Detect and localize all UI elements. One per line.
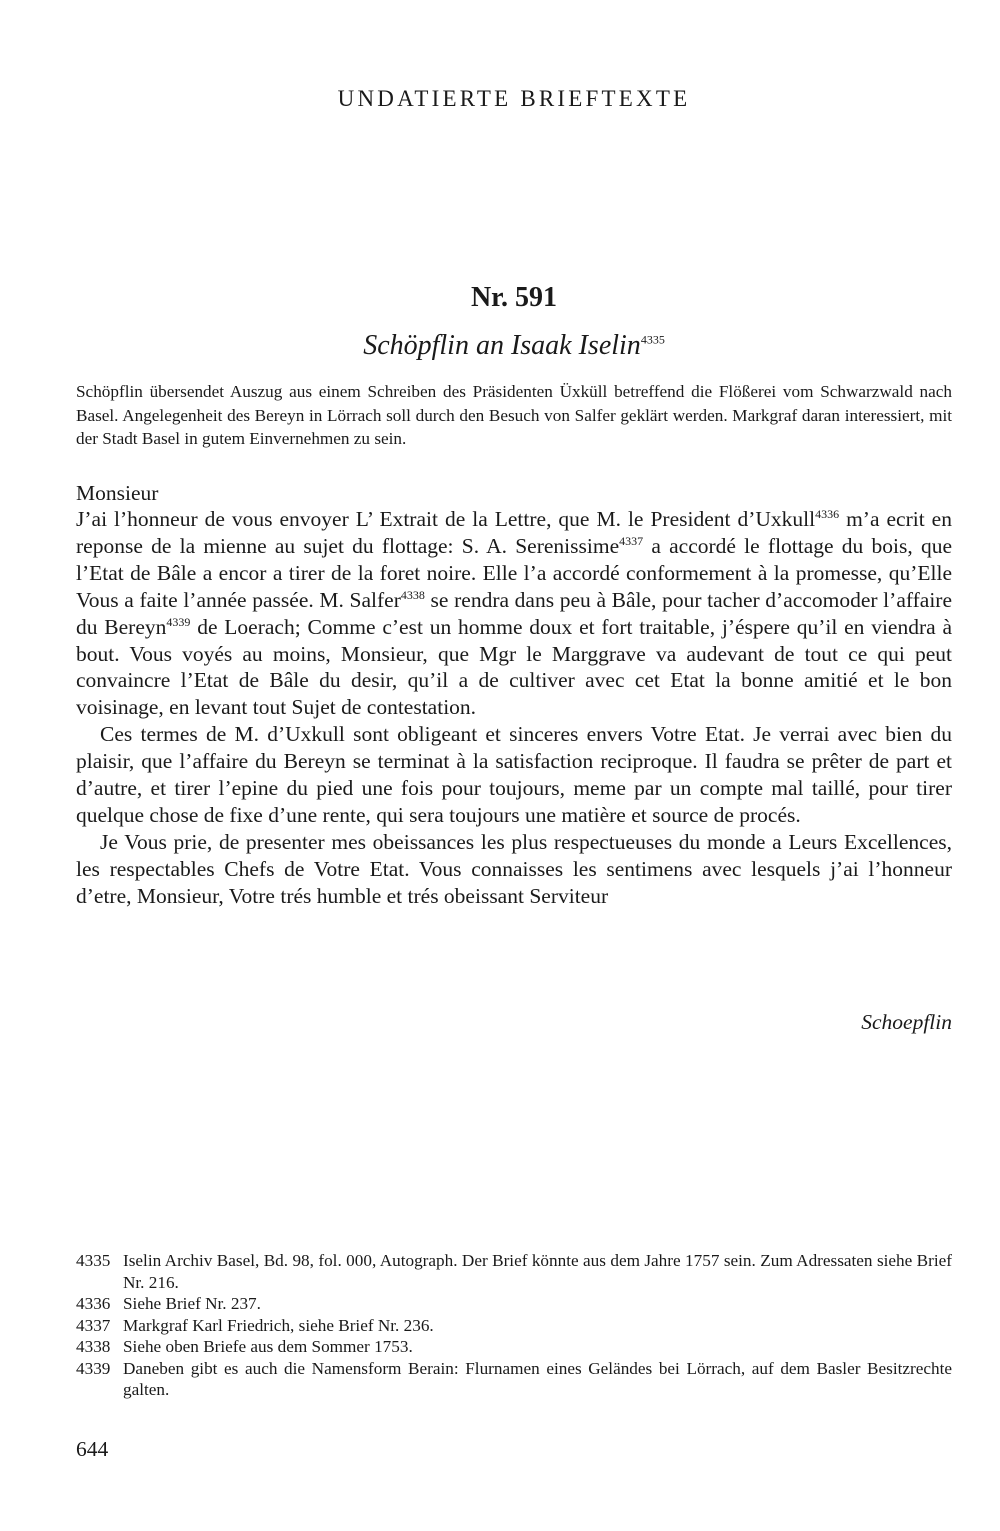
paragraph: Ces termes de M. d’Uxkull sont obligeant et sinceres envers Votre Etat. Je verrai avec bien du plaisir, que l’affaire du Bereyn se terminat à la satisfaction reciproque. Il faudra se prêter de part et d’autre, et tirer l’epine du pied une fois pour toujours, meme par un compte mal taillé, pour tirer quelque chose de fixe d’une rente, qui sera toujours une matière et source de procés. [76,722,952,827]
footnote-ref[interactable]: 4339 [166,614,191,629]
letter-title [76,330,952,362]
running-head: UNDATIERTE BRIEFTEXTE [337,86,691,111]
salutation: Monsieur [76,481,159,505]
text-run: se rendra dans peu à Bâle, pour tacher d’accomoder l’affaire du Bereyn [76,587,953,639]
footnote-text: Markgraf Karl Friedrich, siehe Brief Nr. 236. [123,1315,434,1335]
text-run: m’a ecrit en reponse de la mienne au sujet du flottage: S. A. Serenissime [76,507,952,558]
letter-title-text: Schöpflin an Isaak Iselin [363,330,641,361]
footnote-number: 4339 [76,1358,111,1378]
footnote [76,1293,952,1315]
footnote-ref[interactable]: 4335 [640,332,665,347]
footnote-text: Iselin Archiv Basel, Bd. 98, fol. 000, Autograph. Der Brief könnte aus dem Jahre 1757 sein. Zum Adressaten siehe Brief Nr. 216. [123,1251,952,1292]
document-page [76,0,952,1531]
text-run: de Loerach; Comme c’est un homme doux et fort traitable, j’éspere qu’il en viendra à bout. Vous voyés au moins, Monsieur, que Mgr le Marggrave va audevant de tout ce qui peut convaincre l’Etat de Bâle du desir, qu’il a de cultiver avec cet Etat la bonne amitié et le bon voisinage, en levant tout Sujet de contestation. [76,614,952,720]
signature: Schoepflin [861,1010,952,1034]
footnote-ref[interactable]: 4338 [400,587,425,602]
letter-summary: Schöpflin übersendet Auszug aus einem Schreiben des Präsidenten Üxküll betreffend die Flößerei vom Schwarzwald nach Basel. Angelegenheit des Bereyn in Lörrach soll durch den Besuch von Salfer geklärt werden. Markgraf daran interessiert, mit der Stadt Basel in gutem Einvernehmen zu sein. [76,382,952,448]
footnote-ref[interactable]: 4336 [815,507,840,521]
paragraph: Je Vous prie, de presenter mes obeissances les plus respectueuses du monde a Leurs Excellences, les respectables Chefs de Votre Etat. Vous connaisses les sentimens avec lesquels j’ai l’honneur d’etre, Monsieur, Votre trés humble et trés obeissant Serviteur [76,829,952,908]
page-number: 644 [76,1437,109,1461]
letter-number: Nr. 591 [470,282,558,313]
letter-body [76,506,952,910]
footnote-number: 4338 [76,1337,111,1356]
footnote [76,1336,952,1358]
footnote [76,1358,952,1401]
footnote-number: 4337 [76,1315,111,1335]
footnote-number: 4335 [76,1251,111,1270]
text-run: a accordé le flottage du bois, que l’Etat de Bâle a encor a tirer de la foret noire. Elle l’a accordé conformement à la promesse, qu’Elle Vous a faite l’année passée. M. Salfer [76,533,952,612]
footnote-text: Siehe Brief Nr. 237. [123,1294,261,1313]
text-run: J’ai l’honneur de vous envoyer L’ Extrait de la Lettre, que M. le President d’Uxkull [76,507,816,531]
footnote-number: 4336 [76,1294,111,1313]
paragraph [76,506,952,721]
footnote-text: Siehe oben Briefe aus dem Sommer 1753. [123,1337,413,1356]
footnote [76,1315,952,1337]
footnotes [76,1250,952,1401]
footnote-text: Daneben gibt es auch die Namensform Berain: Flurnamen eines Geländes bei Lörrach, auf dem Basler Besitzrechte galten. [123,1358,952,1399]
footnote-ref[interactable]: 4337 [619,533,644,548]
footnote [76,1250,952,1293]
